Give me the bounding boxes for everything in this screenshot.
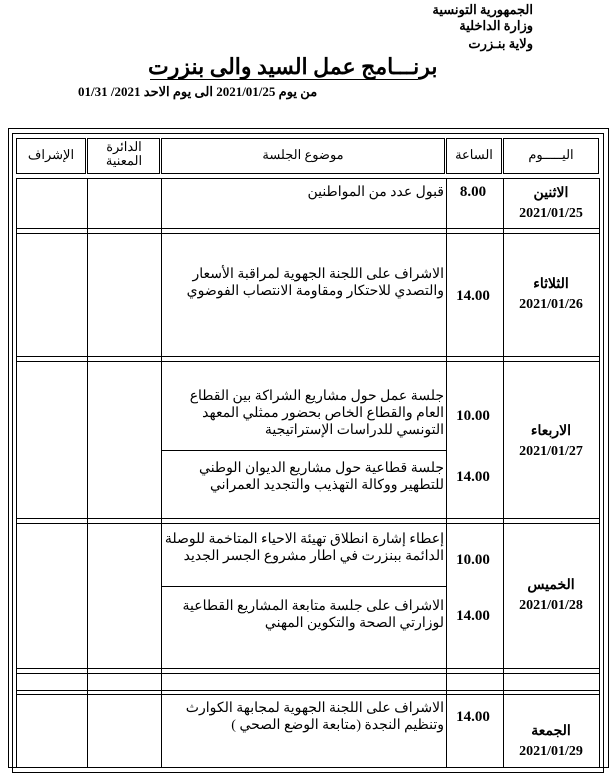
row-line (16, 518, 600, 519)
day-date: 2021/01/27 (519, 444, 583, 459)
col-line (16, 178, 17, 768)
col-line (599, 178, 600, 768)
session-subject: الاشراف على اللجنة الجهوية لمجابهة الكوارث وتنظيم النجدة (متابعة الوضع الصحي ) (185, 701, 444, 733)
session-subject: جلسة عمل حول مشاريع الشراكة بين القطاع العام والقطاع الخاص بحضور ممثلي المعهد التونسي للدراسات الإستراتيجية (189, 389, 444, 438)
row-line (16, 178, 600, 179)
ministry-label: وزارة الداخلية (459, 18, 533, 33)
row-line (16, 694, 600, 695)
header-department: الدائرة المعنية (105, 139, 143, 168)
page-title: برنـــامج عمل السيد والى بنزرت (148, 54, 438, 79)
row-line (16, 690, 600, 691)
session-time: 10.00 (456, 408, 490, 424)
session-subject: الاشراف على جلسة متابعة المشاريع القطاعية لوزارتي الصحة والتكوين المهني (182, 599, 444, 631)
row-day-tuesday (503, 275, 599, 315)
col-line (503, 178, 504, 768)
day-date: 2021/01/29 (519, 744, 583, 759)
col-line (446, 178, 447, 768)
row-day-wednesday (503, 422, 599, 462)
col-line (87, 178, 88, 768)
session-divider (161, 450, 446, 451)
day-name: الخميس (527, 578, 575, 593)
day-name: الثلاثاء (533, 277, 569, 292)
day-name: الجمعة (531, 724, 571, 739)
row-line (16, 233, 600, 234)
row-day-friday (503, 722, 599, 762)
header-day: اليـــــوم (528, 147, 574, 162)
session-subject: إعطاء إشارة انطلاق تهيئة الاحياء المتاخمة للوصلة الدائمة ببنزرت في اطار مشروع الجسر الجديد (164, 532, 444, 564)
header-subject: موضوع الجلسة (262, 147, 344, 162)
day-name: الاربعاء (530, 424, 572, 439)
session-time: 10.00 (456, 552, 490, 568)
row-line (16, 668, 600, 669)
row-line (16, 228, 600, 229)
republic-label: الجمهورية التونسية (432, 2, 533, 17)
session-time: 14.00 (456, 469, 490, 485)
session-time: 14.00 (456, 288, 490, 304)
period-range: من يوم 2021/01/25 الى يوم الاحد 2021/ 01/31 (78, 84, 318, 99)
row-day-monday (503, 184, 599, 224)
day-date: 2021/01/28 (519, 598, 583, 613)
session-time: 14.00 (456, 709, 490, 725)
governorate-label: ولاية بنـزرت (468, 36, 533, 51)
header-time: الساعة (455, 147, 493, 162)
session-time: 8.00 (459, 184, 487, 200)
row-line (16, 356, 600, 357)
row-line (16, 361, 600, 362)
header-supervision: الإشراف (27, 147, 75, 162)
day-date: 2021/01/25 (519, 206, 583, 221)
session-time: 14.00 (456, 608, 490, 624)
session-subject: جلسة قطاعية حول مشاريع الديوان الوطني للتطهير ووكالة التهذيب والتجديد العمراني (199, 461, 444, 493)
day-name: الاثنين (533, 186, 569, 201)
row-line (16, 523, 600, 524)
session-divider (161, 586, 446, 587)
row-day-thursday (503, 576, 599, 616)
day-date: 2021/01/26 (519, 297, 583, 312)
row-line (16, 673, 600, 674)
session-subject: الاشراف على اللجنة الجهوية لمراقبة الأسعار والتصدي للاحتكار ومقاومة الانتصاب الفوضوي (186, 267, 444, 299)
title-underline (150, 79, 418, 80)
session-subject: قبول عدد من المواطنين (307, 185, 444, 200)
